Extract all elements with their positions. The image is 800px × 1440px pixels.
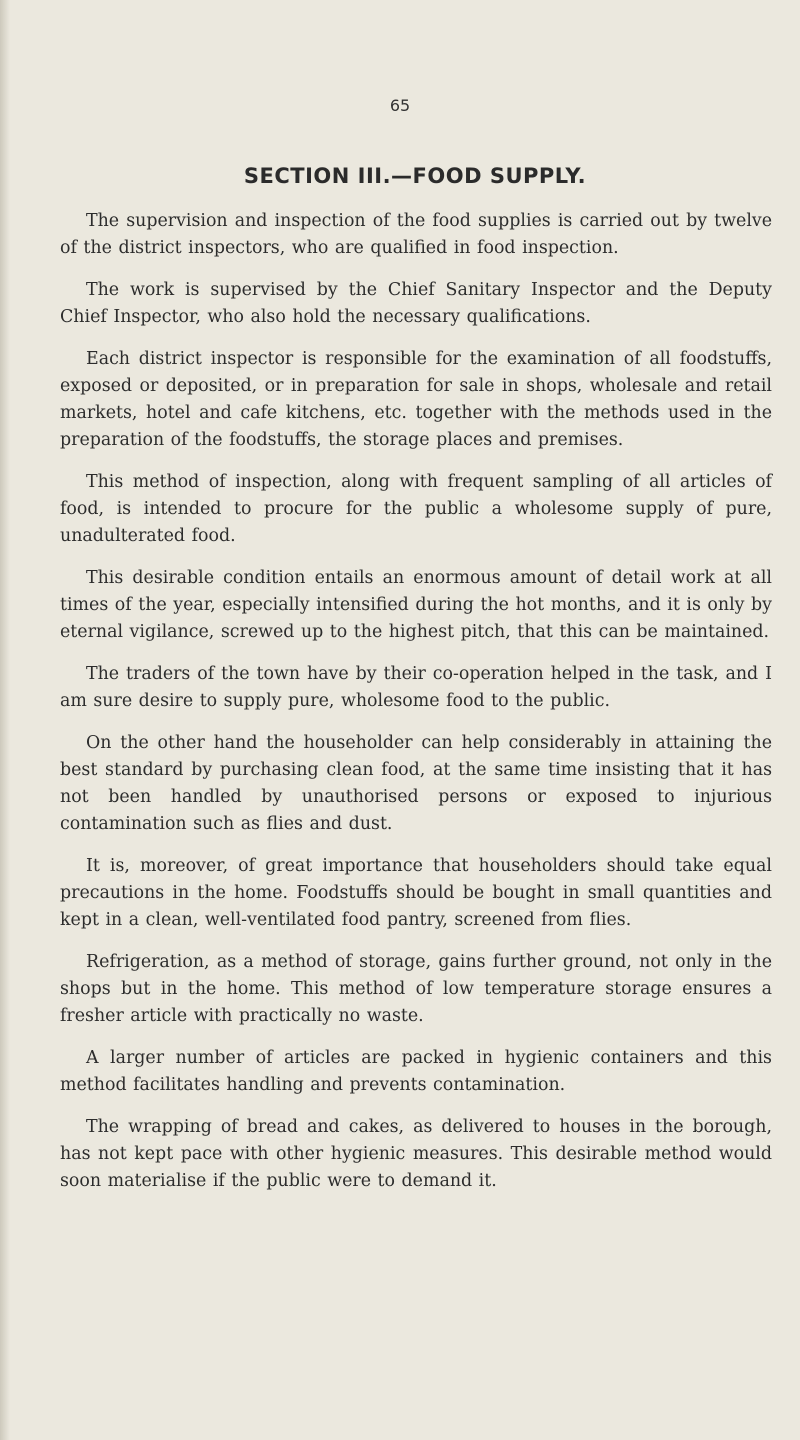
paragraph-1: The supervision and inspection of the food supplies is carried out by twelve of the district inspectors, who are qualified in food inspection. (60, 211, 772, 258)
body-text (60, 208, 772, 1210)
page-number: 65 (389, 96, 411, 115)
paragraph-5: This desirable condition entails an enormous amount of detail work at all times of the year, especially intensified during the hot months, and it is only by eternal vigilance, screwed up to the highest pitch, that this can be maintained. (60, 568, 772, 642)
paragraph-11: The wrapping of bread and cakes, as delivered to houses in the borough, has not kept pace with other hygienic measures. This desirable method would soon materialise if the public were to demand it. (60, 1117, 772, 1191)
paragraph-9: Refrigeration, as a method of storage, gains further ground, not only in the shops but in the home. This method of low temperature storage ensures a fresher article with practically no waste. (60, 952, 772, 1026)
paragraph-7: On the other hand the householder can help considerably in attaining the best standard by purchasing clean food, at the same time insisting that it has not been handled by unauthorised persons or exposed to injurious contamination such as flies and dust. (60, 733, 772, 834)
page-edge-shadow (0, 0, 10, 1440)
section-heading: SECTION III.—FOOD SUPPLY. (243, 164, 587, 188)
paragraph-2: The work is supervised by the Chief Sanitary Inspector and the Deputy Chief Inspector, who also hold the necessary qualifications. (60, 280, 772, 327)
paragraph-6: The traders of the town have by their co-operation helped in the task, and I am sure desire to supply pure, wholesome food to the public. (60, 664, 772, 711)
paragraph-8: It is, moreover, of great importance that householders should take equal precautions in the home. Foodstuffs should be bought in small quantities and kept in a clean, well-ventilated food pantry, screened from flies. (60, 856, 772, 930)
paragraph-10: A larger number of articles are packed in hygienic containers and this method facilitates handling and prevents contamination. (60, 1048, 772, 1095)
paragraph-3: Each district inspector is responsible for the examination of all foodstuffs, exposed or deposited, or in preparation for sale in shops, wholesale and retail markets, hotel and cafe kitchens, etc. together with the methods used in the preparation of the foodstuffs, the storage places and premises. (60, 349, 772, 450)
paragraph-4: This method of inspection, along with frequent sampling of all articles of food, is intended to procure for the public a wholesome supply of pure, unadulterated food. (60, 472, 772, 546)
